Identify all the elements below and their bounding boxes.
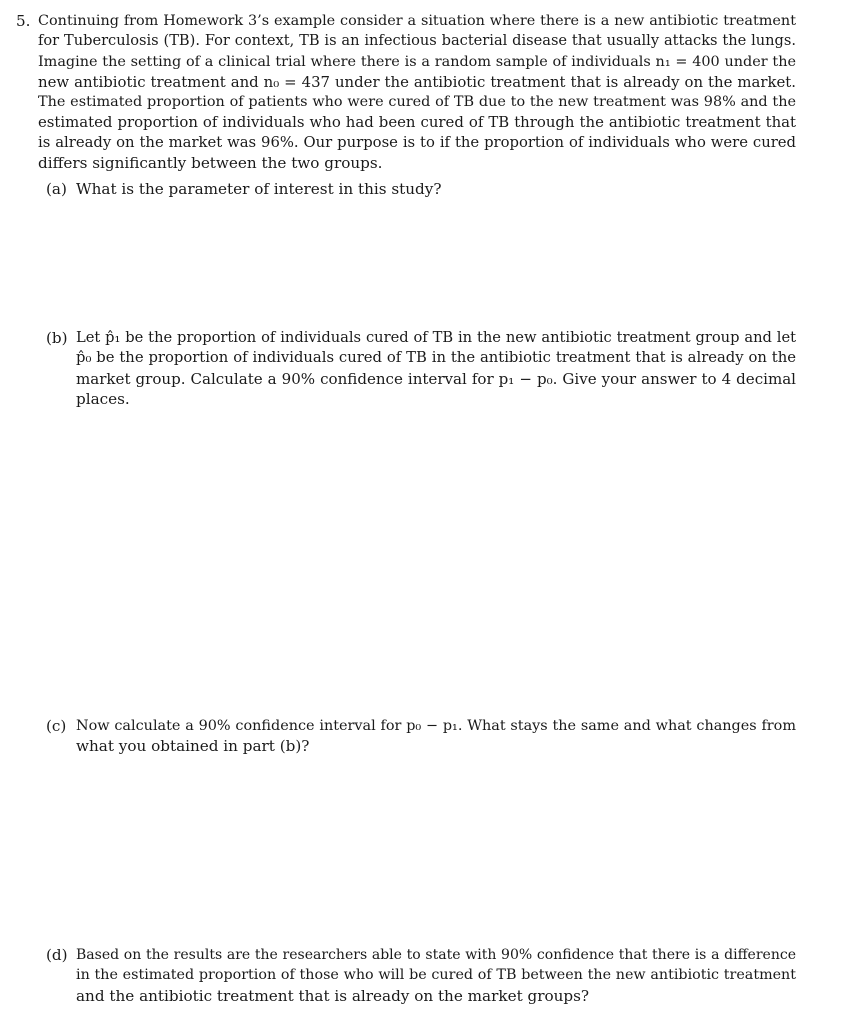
intro-line: for Tuberculosis (TB). For context, TB is an infectious bacterial disease that usually attacks the lungs.	[38, 32, 796, 50]
intro-line: estimated proportion of individuals who had been cured of TB through the antibiotic treatment that	[38, 113, 796, 132]
intro-line: differs significantly between the two groups.	[38, 154, 383, 173]
intro-line: Continuing from Homework 3’s example consider a situation where there is a new antibiotic treatment	[38, 13, 796, 29]
question-intro	[38, 11, 796, 173]
part-b-line: p̂₀ be the proportion of individuals cured of TB in the antibiotic treatment that is already on the	[76, 349, 796, 367]
part-b-line: places.	[76, 389, 130, 408]
part-b-label: (b)	[46, 329, 68, 347]
part-c-text	[76, 716, 796, 757]
part-d-line: and the antibiotic treatment that is already on the market groups?	[76, 986, 590, 1005]
part-b-line: market group. Calculate a 90% confidence interval for p₁ − p₀. Give your answer to 4 decimal	[76, 369, 796, 388]
part-c-line: what you obtained in part (b)?	[76, 737, 310, 756]
part-d-line: Based on the results are the researchers able to state with 90% confidence that there is a difference	[76, 947, 796, 963]
intro-line: new antibiotic treatment and n₀ = 437 under the antibiotic treatment that is already on the market.	[38, 72, 796, 91]
part-a-line: What is the parameter of interest in this study?	[76, 180, 442, 198]
intro-line: is already on the market was 96%. Our purpose is to if the proportion of individuals who were cured	[38, 133, 796, 151]
question-number: 5.	[16, 12, 31, 30]
part-d-line: in the estimated proportion of those who will be cured of TB between the new antibiotic treatment	[76, 967, 796, 984]
part-c-label: (c)	[46, 717, 67, 735]
part-d-text	[76, 945, 796, 1006]
part-d-label: (d)	[46, 946, 68, 964]
part-b-line: Let p̂₁ be the proportion of individuals cured of TB in the new antibiotic treatment group and let	[76, 329, 796, 346]
part-a-label: (a)	[46, 180, 67, 198]
part-a-text	[76, 179, 796, 199]
part-c-line: Now calculate a 90% confidence interval for p₀ − p₁. What stays the same and what changes from	[76, 718, 796, 734]
intro-line: Imagine the setting of a clinical trial where there is a random sample of individuals n₁ = 400 under the	[38, 53, 796, 70]
intro-line: The estimated proportion of patients who were cured of TB due to the new treatment was 98% and the	[38, 94, 796, 111]
part-b-text	[76, 328, 796, 409]
